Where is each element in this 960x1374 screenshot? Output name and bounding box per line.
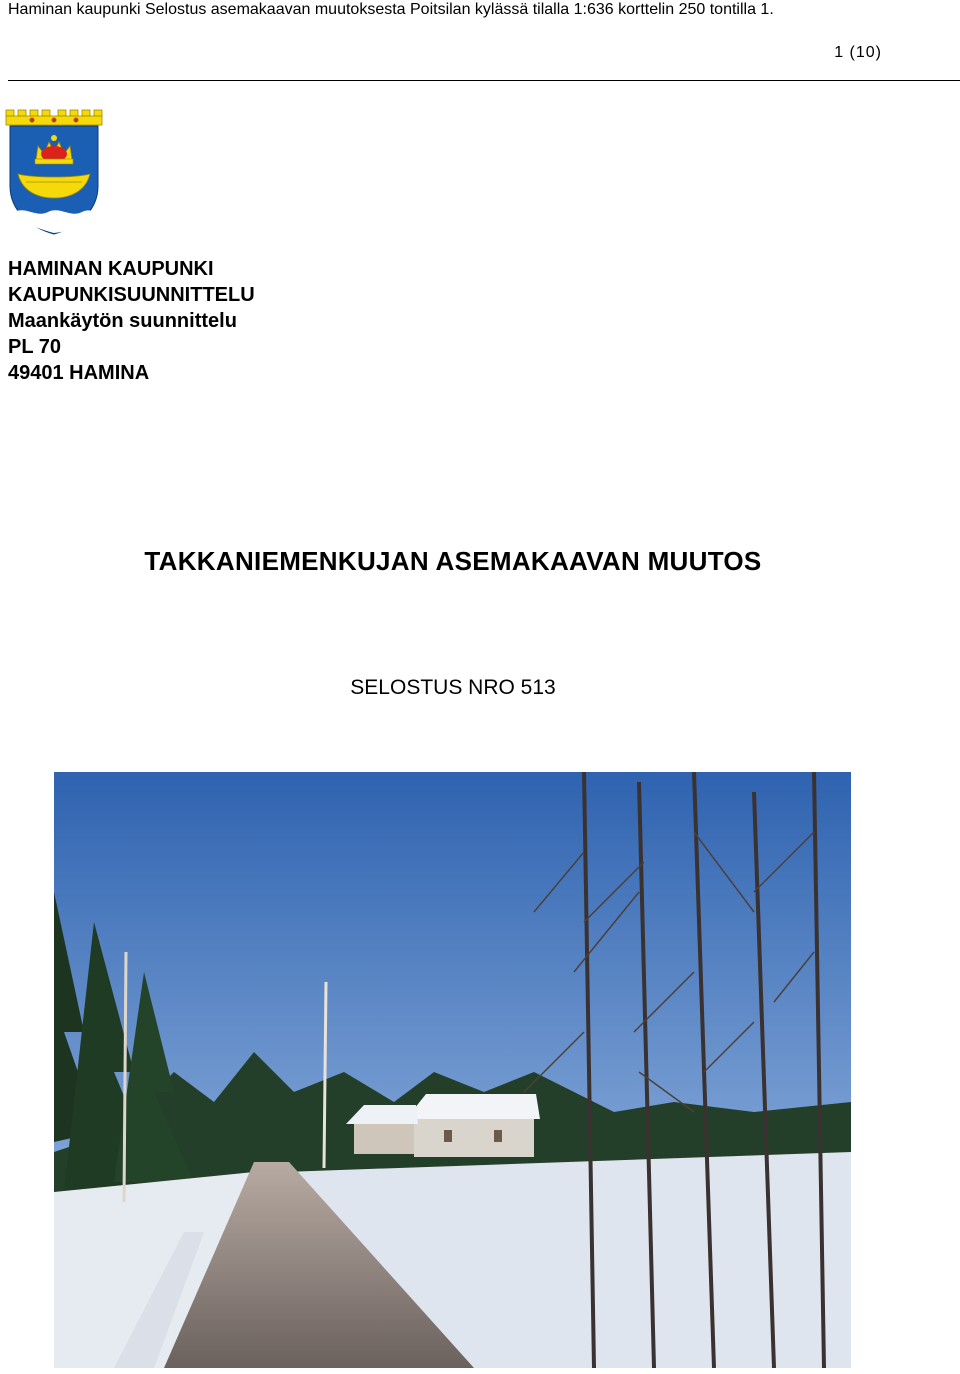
document-title: TAKKANIEMENKUJAN ASEMAKAAVAN MUUTOS	[144, 546, 762, 576]
address-line: PL 70	[8, 336, 61, 358]
address-line: Maankäytön suunnittelu	[8, 310, 237, 332]
document-subtitle: SELOSTUS NRO 513	[350, 676, 556, 699]
page-number: 1 (10)	[834, 44, 882, 61]
address-block	[8, 256, 255, 386]
hamina-coat-of-arms-icon	[4, 108, 104, 236]
address-line: 49401 HAMINA	[8, 362, 150, 384]
cover-photo	[54, 772, 851, 1368]
running-header: Haminan kaupunki Selostus asemakaavan muutoksesta Poitsilan kylässä tilalla 1:636 korttelin 250 tontilla 1.	[8, 1, 774, 18]
address-line: KAUPUNKISUUNNITTELU	[8, 284, 255, 306]
address-line: HAMINAN KAUPUNKI	[8, 258, 214, 280]
header-divider	[8, 80, 960, 81]
